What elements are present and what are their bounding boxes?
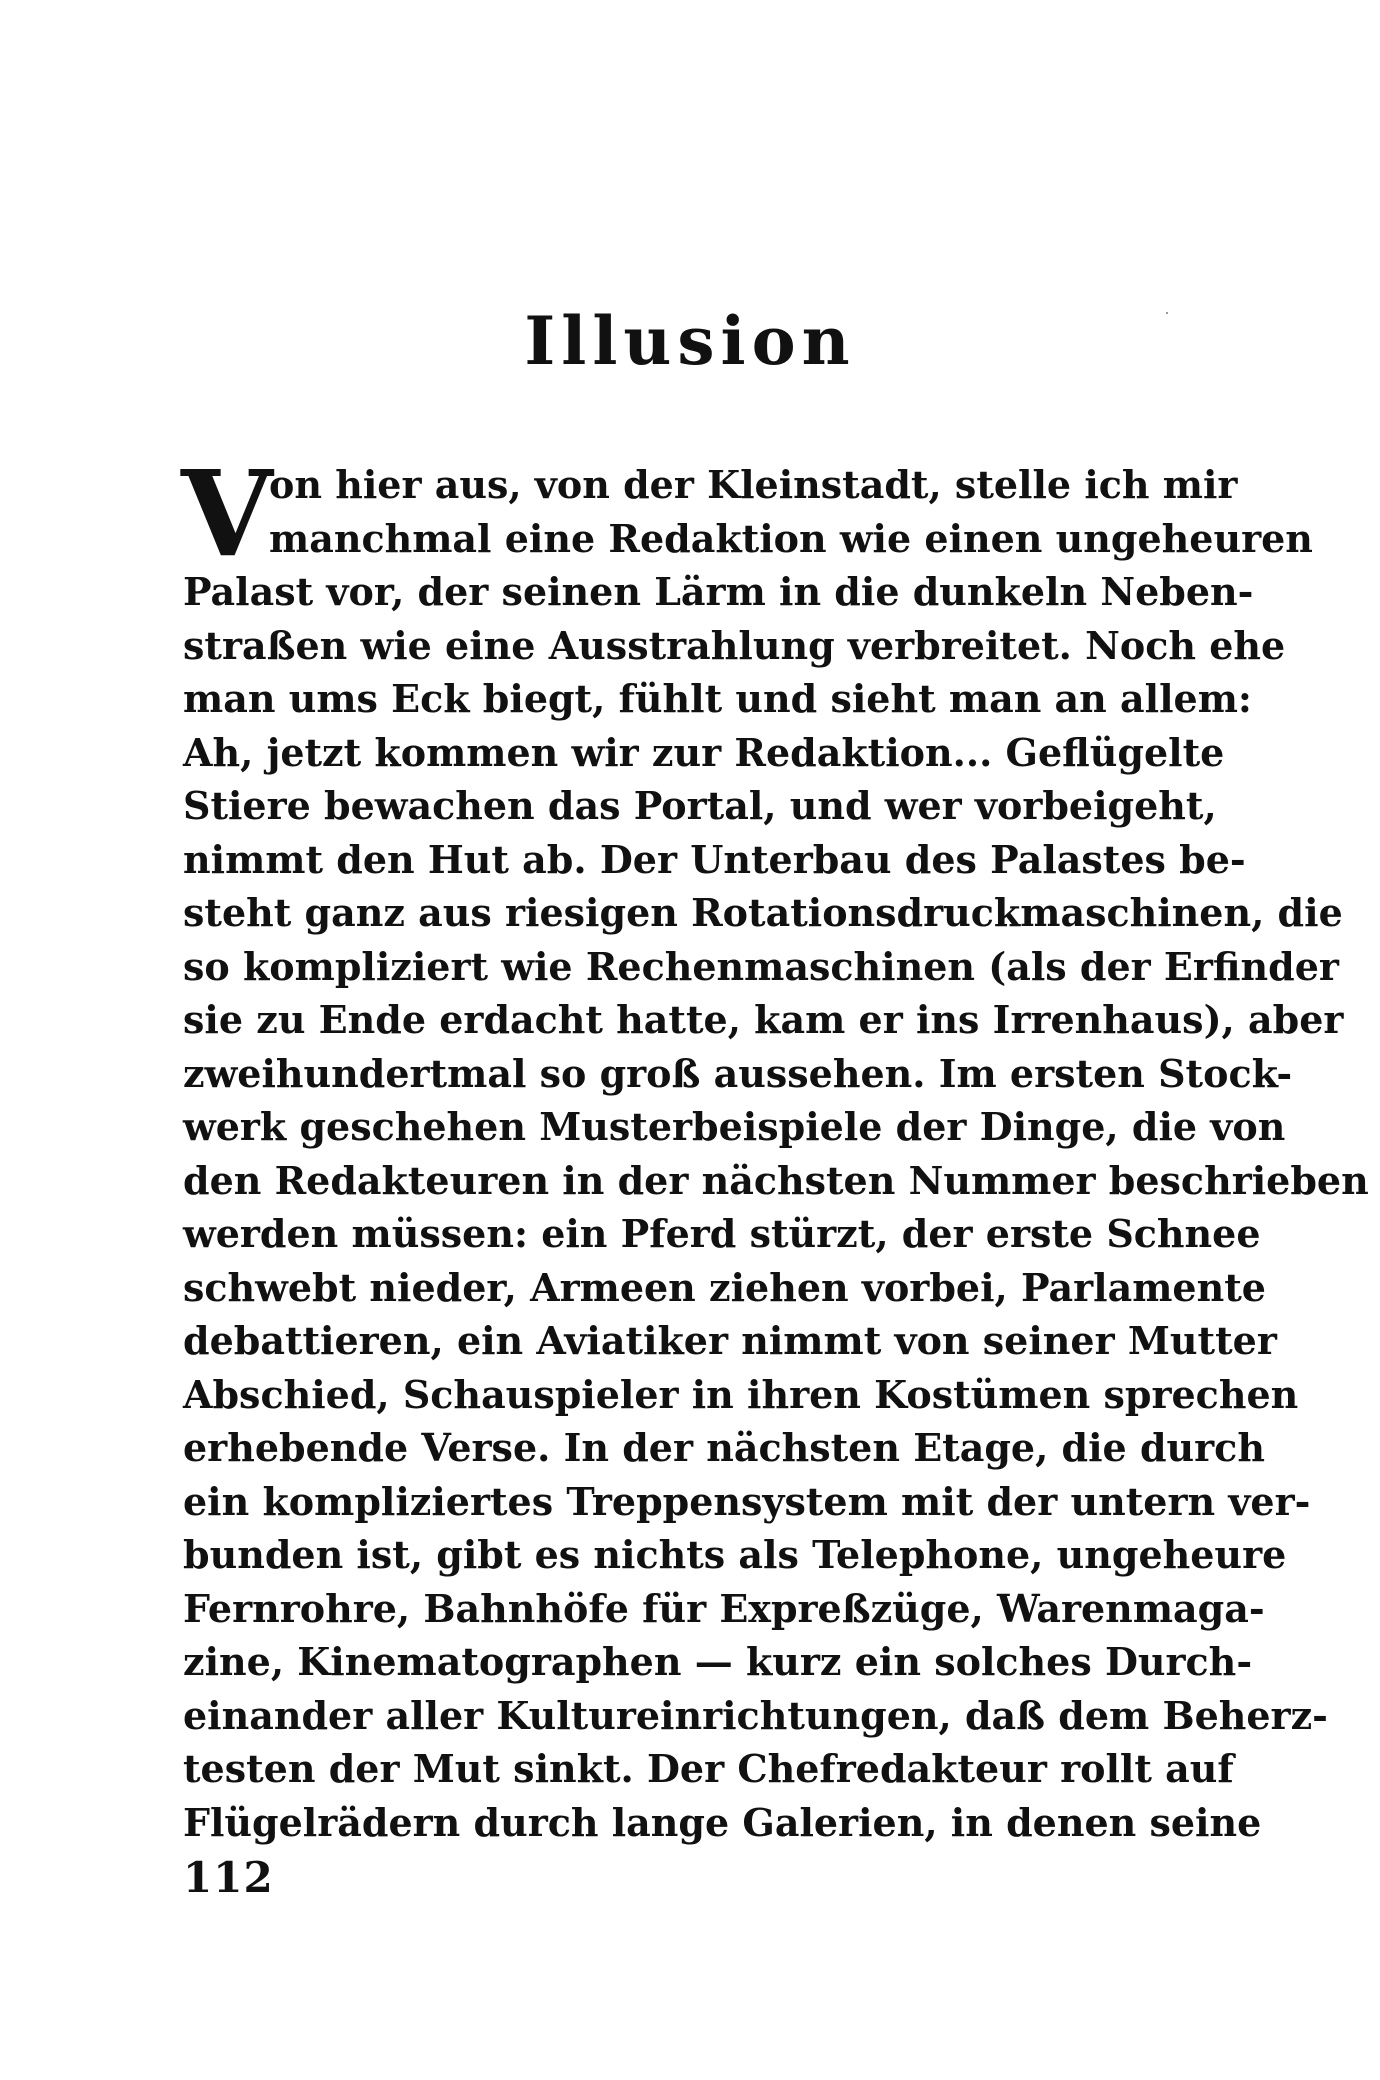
text-line: steht ganz aus riesigen Rotationsdruckmaschinen, die: [183, 890, 1343, 935]
text-line: Abschied, Schauspieler in ihren Kostümen sprechen: [183, 1371, 1299, 1417]
text-line: werk geschehen Musterbeispiele der Dinge, die von: [183, 1104, 1286, 1149]
text-line: manchmal eine Redaktion wie einen ungeheuren: [269, 515, 1313, 561]
text-line: so kompliziert wie Rechenmaschinen (als der Erfinder: [183, 943, 1339, 989]
chapter-title: Illusion: [524, 302, 856, 380]
text-line: Ah, jetzt kommen wir zur Redaktion... Geflügelte: [183, 729, 1225, 775]
text-line: Flügelrädern durch lange Galerien, in denen seine: [183, 1799, 1262, 1845]
text-line: schwebt nieder, Armeen ziehen vorbei, Parlamente: [183, 1264, 1266, 1310]
text-line: nimmt den Hut ab. Der Unterbau des Palastes be-: [183, 836, 1246, 882]
text-line: straßen wie eine Ausstrahlung verbreitet. Noch ehe: [183, 622, 1286, 668]
text-line: einander aller Kultureinrichtungen, daß dem Beherz-: [183, 1692, 1328, 1738]
text-line: zweihundertmal so groß aussehen. Im ersten Stock-: [183, 1050, 1293, 1096]
text-line: on hier aus, von der Kleinstadt, stelle ich mir: [269, 462, 1238, 507]
text-line: Palast vor, der seinen Lärm in die dunkeln Neben-: [183, 569, 1254, 614]
text-line: werden müssen: ein Pferd stürzt, der erste Schnee: [183, 1211, 1261, 1256]
page-number: 112: [183, 1853, 274, 1902]
drop-cap: V: [181, 444, 273, 583]
text-line: man ums Eck biegt, fühlt und sieht man an allem:: [183, 676, 1252, 721]
text-line: bunden ist, gibt es nichts als Telephone, ungeheure: [183, 1532, 1287, 1577]
text-line: testen der Mut sinkt. Der Chefredakteur rollt auf: [183, 1746, 1234, 1791]
text-line: ein kompliziertes Treppensystem mit der untern ver-: [183, 1478, 1311, 1524]
text-line: Fernrohre, Bahnhöfe für Expreßzüge, Warenmaga-: [183, 1585, 1265, 1631]
text-line: erhebende Verse. In der nächsten Etage, die durch: [183, 1425, 1265, 1470]
text-line: Stiere bewachen das Portal, und wer vorbeigeht,: [183, 783, 1217, 828]
body-text: [183, 458, 1369, 1849]
text-line: debattieren, ein Aviatiker nimmt von seiner Mutter: [183, 1318, 1277, 1363]
text-line: sie zu Ende erdacht hatte, kam er ins Irrenhaus), aber: [183, 997, 1344, 1042]
text-line: den Redakteuren in der nächsten Nummer beschrieben: [183, 1157, 1369, 1203]
text-line: zine, Kinematographen — kurz ein solches Durch-: [183, 1639, 1253, 1684]
